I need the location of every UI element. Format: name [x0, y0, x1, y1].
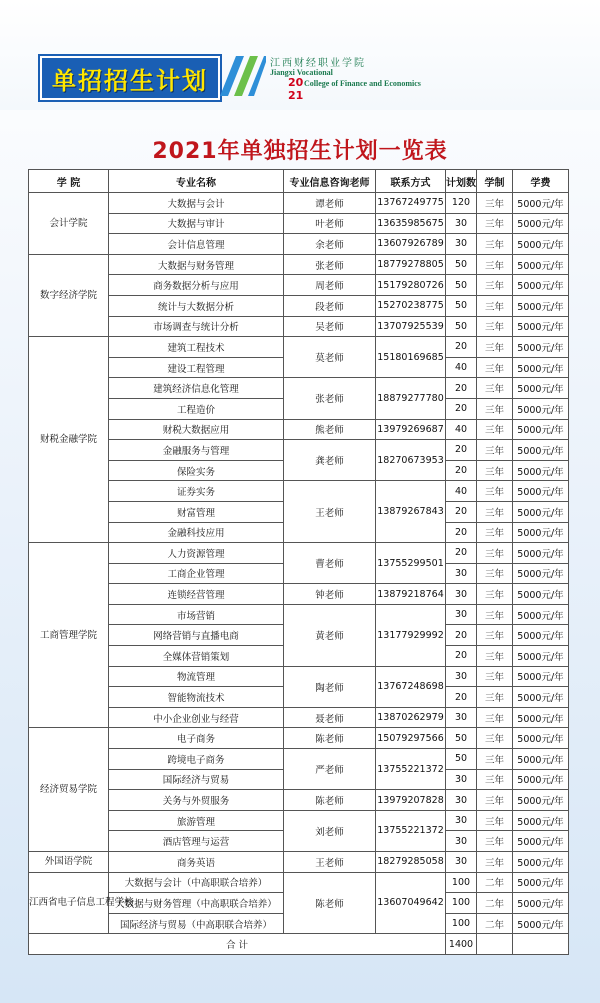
phone-cell: 13870262979: [376, 707, 446, 728]
plan-count-cell: 20: [446, 460, 477, 481]
tuition-cell: 5000元/年: [513, 357, 569, 378]
plan-count-cell: 50: [446, 254, 477, 275]
total-plan: 1400: [446, 934, 477, 955]
plan-count-cell: 50: [446, 728, 477, 749]
major-cell: 商务英语: [109, 852, 284, 873]
year-part-2: 21: [288, 89, 304, 102]
major-cell: 大数据与财务管理: [109, 254, 284, 275]
duration-cell: 三年: [477, 790, 513, 811]
major-cell: 证券实务: [109, 481, 284, 502]
teacher-cell: 王老师: [284, 481, 376, 543]
plan-count-cell: 30: [446, 707, 477, 728]
table-row: [29, 337, 569, 358]
major-cell: 建筑经济信息化管理: [109, 378, 284, 399]
duration-cell: 三年: [477, 522, 513, 543]
duration-cell: 三年: [477, 687, 513, 708]
table-row: [29, 378, 569, 399]
phone-cell: 18279285058: [376, 852, 446, 873]
major-cell: 工商企业管理: [109, 563, 284, 584]
duration-cell: 三年: [477, 234, 513, 255]
plan-count-cell: 20: [446, 440, 477, 461]
phone-cell: 13879267843: [376, 481, 446, 543]
teacher-cell: 曹老师: [284, 543, 376, 584]
phone-cell: 13755299501: [376, 543, 446, 584]
tuition-cell: 5000元/年: [513, 728, 569, 749]
phone-cell: 13607049642: [376, 872, 446, 934]
tuition-cell: 5000元/年: [513, 419, 569, 440]
tuition-cell: 5000元/年: [513, 790, 569, 811]
tuition-cell: 5000元/年: [513, 604, 569, 625]
major-cell: 大数据与财务管理（中高职联合培养）: [109, 893, 284, 914]
phone-cell: 13755221372: [376, 810, 446, 851]
tuition-cell: 5000元/年: [513, 522, 569, 543]
teacher-cell: 黄老师: [284, 604, 376, 666]
table-body: [29, 193, 569, 934]
major-cell: 跨境电子商务: [109, 749, 284, 770]
major-cell: 统计与大数据分析: [109, 295, 284, 316]
duration-cell: 三年: [477, 419, 513, 440]
phone-cell: 13607926789: [376, 234, 446, 255]
tuition-cell: 5000元/年: [513, 460, 569, 481]
col-header: 学费: [513, 170, 569, 193]
plan-count-cell: 50: [446, 295, 477, 316]
duration-cell: 三年: [477, 440, 513, 461]
plan-count-cell: 20: [446, 398, 477, 419]
plan-count-cell: 30: [446, 604, 477, 625]
tuition-cell: 5000元/年: [513, 749, 569, 770]
college-cell: 工商管理学院: [29, 543, 109, 728]
teacher-cell: 陶老师: [284, 666, 376, 707]
phone-cell: 13707925539: [376, 316, 446, 337]
major-cell: 市场营销: [109, 604, 284, 625]
college-name-cn: 江西财经职业学院: [270, 58, 366, 69]
major-cell: 全媒体营销策划: [109, 646, 284, 667]
plan-count-cell: 40: [446, 481, 477, 502]
tuition-cell: 5000元/年: [513, 213, 569, 234]
tuition-cell: 5000元/年: [513, 584, 569, 605]
major-cell: 财税大数据应用: [109, 419, 284, 440]
teacher-cell: 龚老师: [284, 440, 376, 481]
duration-cell: 三年: [477, 563, 513, 584]
phone-cell: 13635985675: [376, 213, 446, 234]
duration-cell: 三年: [477, 254, 513, 275]
college-cell: 外国语学院: [29, 852, 109, 873]
duration-cell: 三年: [477, 213, 513, 234]
major-cell: 国际经济与贸易（中高职联合培养）: [109, 913, 284, 934]
duration-cell: 三年: [477, 275, 513, 296]
tuition-cell: 5000元/年: [513, 275, 569, 296]
duration-cell: 三年: [477, 625, 513, 646]
tuition-cell: 5000元/年: [513, 543, 569, 564]
tuition-cell: 5000元/年: [513, 646, 569, 667]
major-cell: 连锁经营管理: [109, 584, 284, 605]
teacher-cell: 张老师: [284, 378, 376, 419]
plan-count-cell: 50: [446, 275, 477, 296]
teacher-cell: 熊老师: [284, 419, 376, 440]
teacher-cell: 刘老师: [284, 810, 376, 851]
table-row: [29, 543, 569, 564]
table-row: [29, 234, 569, 255]
major-cell: 关务与外贸服务: [109, 790, 284, 811]
tuition-cell: 5000元/年: [513, 666, 569, 687]
phone-cell: 18779278805: [376, 254, 446, 275]
table-row: [29, 728, 569, 749]
duration-cell: 二年: [477, 893, 513, 914]
phone-cell: 15180169685: [376, 337, 446, 378]
phone-cell: 15079297566: [376, 728, 446, 749]
phone-cell: 15179280726: [376, 275, 446, 296]
teacher-cell: 张老师: [284, 254, 376, 275]
plan-count-cell: 100: [446, 913, 477, 934]
table-row: [29, 295, 569, 316]
major-cell: 保险实务: [109, 460, 284, 481]
banner-title: [40, 56, 220, 100]
phone-cell: 18879277780: [376, 378, 446, 419]
duration-cell: 三年: [477, 460, 513, 481]
plan-count-cell: 20: [446, 378, 477, 399]
major-cell: 电子商务: [109, 728, 284, 749]
duration-cell: 三年: [477, 852, 513, 873]
phone-cell: 13979207828: [376, 790, 446, 811]
duration-cell: 三年: [477, 646, 513, 667]
plan-count-cell: 20: [446, 646, 477, 667]
teacher-cell: 王老师: [284, 852, 376, 873]
major-cell: 大数据与会计: [109, 193, 284, 214]
tuition-cell: 5000元/年: [513, 501, 569, 522]
major-cell: 工程造价: [109, 398, 284, 419]
college-cell: 会计学院: [29, 193, 109, 255]
table-row: [29, 481, 569, 502]
tuition-cell: 5000元/年: [513, 337, 569, 358]
total-row: [29, 934, 569, 955]
table-row: [29, 213, 569, 234]
duration-cell: 三年: [477, 728, 513, 749]
plan-count-cell: 30: [446, 810, 477, 831]
tuition-cell: 5000元/年: [513, 810, 569, 831]
plan-count-cell: 30: [446, 831, 477, 852]
college-name-en-1: Jiangxi Vocational: [270, 68, 333, 77]
table-row: [29, 810, 569, 831]
duration-cell: 三年: [477, 378, 513, 399]
teacher-cell: 陈老师: [284, 790, 376, 811]
teacher-cell: 聂老师: [284, 707, 376, 728]
tuition-cell: 5000元/年: [513, 193, 569, 214]
major-cell: 建筑工程技术: [109, 337, 284, 358]
teacher-cell: 谭老师: [284, 193, 376, 214]
table-row: [29, 584, 569, 605]
duration-cell: 三年: [477, 398, 513, 419]
col-header: 学 院: [29, 170, 109, 193]
teacher-cell: 叶老师: [284, 213, 376, 234]
plan-count-cell: 20: [446, 625, 477, 646]
college-cell: 数字经济学院: [29, 254, 109, 336]
major-cell: 会计信息管理: [109, 234, 284, 255]
table-row: [29, 419, 569, 440]
teacher-cell: 严老师: [284, 749, 376, 790]
major-cell: 酒店管理与运营: [109, 831, 284, 852]
major-cell: 网络营销与直播电商: [109, 625, 284, 646]
college-name-en-2: College of Finance and Economics: [304, 79, 421, 88]
total-empty: [477, 934, 513, 955]
table-row: [29, 604, 569, 625]
duration-cell: 三年: [477, 316, 513, 337]
table-row: [29, 193, 569, 214]
plan-count-cell: 30: [446, 584, 477, 605]
teacher-cell: 陈老师: [284, 728, 376, 749]
major-cell: 中小企业创业与经营: [109, 707, 284, 728]
tuition-cell: 5000元/年: [513, 893, 569, 914]
duration-cell: 三年: [477, 357, 513, 378]
table-row: [29, 790, 569, 811]
tuition-cell: 5000元/年: [513, 687, 569, 708]
enrollment-plan-table: [28, 169, 569, 955]
major-cell: 智能物流技术: [109, 687, 284, 708]
major-cell: 旅游管理: [109, 810, 284, 831]
table-row: [29, 707, 569, 728]
col-header: 专业信息咨询老师: [284, 170, 376, 193]
tuition-cell: 5000元/年: [513, 378, 569, 399]
phone-cell: 18270673953: [376, 440, 446, 481]
table-row: [29, 749, 569, 770]
duration-cell: 三年: [477, 749, 513, 770]
table-row: [29, 852, 569, 873]
plan-count-cell: 30: [446, 769, 477, 790]
major-cell: 建设工程管理: [109, 357, 284, 378]
col-header: 联系方式: [376, 170, 446, 193]
duration-cell: 二年: [477, 872, 513, 893]
banner-text: 单招招生计划: [52, 66, 208, 95]
teacher-cell: 吴老师: [284, 316, 376, 337]
duration-cell: 三年: [477, 707, 513, 728]
tuition-cell: 5000元/年: [513, 563, 569, 584]
duration-cell: 三年: [477, 584, 513, 605]
duration-cell: 三年: [477, 337, 513, 358]
phone-cell: 13767248698: [376, 666, 446, 707]
tuition-cell: 5000元/年: [513, 913, 569, 934]
tuition-cell: 5000元/年: [513, 234, 569, 255]
teacher-cell: 段老师: [284, 295, 376, 316]
table-header-row: [29, 170, 569, 193]
duration-cell: 三年: [477, 543, 513, 564]
duration-cell: 三年: [477, 810, 513, 831]
duration-cell: 三年: [477, 831, 513, 852]
plan-count-cell: 20: [446, 522, 477, 543]
duration-cell: 三年: [477, 501, 513, 522]
college-cell: 财税金融学院: [29, 337, 109, 543]
phone-cell: 13879218764: [376, 584, 446, 605]
table-row: [29, 275, 569, 296]
plan-count-cell: 120: [446, 193, 477, 214]
tuition-cell: 5000元/年: [513, 481, 569, 502]
major-cell: 商务数据分析与应用: [109, 275, 284, 296]
plan-count-cell: 40: [446, 419, 477, 440]
duration-cell: 三年: [477, 666, 513, 687]
phone-cell: 15270238775: [376, 295, 446, 316]
table-row: [29, 666, 569, 687]
duration-cell: 三年: [477, 604, 513, 625]
plan-count-cell: 20: [446, 543, 477, 564]
phone-cell: 13767249775: [376, 193, 446, 214]
teacher-cell: 余老师: [284, 234, 376, 255]
teacher-cell: 陈老师: [284, 872, 376, 934]
major-cell: 金融服务与管理: [109, 440, 284, 461]
plan-count-cell: 50: [446, 749, 477, 770]
major-cell: 金融科技应用: [109, 522, 284, 543]
year-part-1: 20: [288, 76, 304, 89]
col-header: 学制: [477, 170, 513, 193]
college-logo: [270, 54, 470, 106]
tuition-cell: 5000元/年: [513, 769, 569, 790]
table-row: [29, 872, 569, 893]
table-row: [29, 440, 569, 461]
major-cell: 大数据与会计（中高职联合培养）: [109, 872, 284, 893]
college-cell: 江西省电子信息工程学校: [29, 872, 109, 934]
teacher-cell: 莫老师: [284, 337, 376, 378]
phone-cell: 13177929992: [376, 604, 446, 666]
major-cell: 财富管理: [109, 501, 284, 522]
plan-count-cell: 30: [446, 234, 477, 255]
plan-count-cell: 40: [446, 357, 477, 378]
college-cell: 经济贸易学院: [29, 728, 109, 852]
plan-count-cell: 20: [446, 687, 477, 708]
col-header: 计划数: [446, 170, 477, 193]
table-row: [29, 316, 569, 337]
tuition-cell: 5000元/年: [513, 707, 569, 728]
plan-count-cell: 30: [446, 852, 477, 873]
tuition-cell: 5000元/年: [513, 440, 569, 461]
plan-count-cell: 100: [446, 872, 477, 893]
col-header: 专业名称: [109, 170, 284, 193]
duration-cell: 三年: [477, 481, 513, 502]
plan-count-cell: 30: [446, 213, 477, 234]
total-empty: [513, 934, 569, 955]
tuition-cell: 5000元/年: [513, 872, 569, 893]
phone-cell: 13979269687: [376, 419, 446, 440]
phone-cell: 13755221372: [376, 749, 446, 790]
tuition-cell: 5000元/年: [513, 625, 569, 646]
plan-count-cell: 100: [446, 893, 477, 914]
table-row: [29, 254, 569, 275]
tuition-cell: 5000元/年: [513, 254, 569, 275]
duration-cell: 三年: [477, 193, 513, 214]
tuition-cell: 5000元/年: [513, 316, 569, 337]
plan-count-cell: 20: [446, 337, 477, 358]
duration-cell: 三年: [477, 295, 513, 316]
major-cell: 物流管理: [109, 666, 284, 687]
plan-count-cell: 30: [446, 563, 477, 584]
major-cell: 人力资源管理: [109, 543, 284, 564]
teacher-cell: 周老师: [284, 275, 376, 296]
plan-count-cell: 30: [446, 666, 477, 687]
teacher-cell: 钟老师: [284, 584, 376, 605]
major-cell: 国际经济与贸易: [109, 769, 284, 790]
major-cell: 市场调查与统计分析: [109, 316, 284, 337]
plan-count-cell: 30: [446, 790, 477, 811]
total-label: 合 计: [29, 934, 446, 955]
tuition-cell: 5000元/年: [513, 852, 569, 873]
duration-cell: 三年: [477, 769, 513, 790]
major-cell: 大数据与审计: [109, 213, 284, 234]
tuition-cell: 5000元/年: [513, 398, 569, 419]
page-title: 2021年单独招生计划一览表: [152, 139, 448, 164]
tuition-cell: 5000元/年: [513, 295, 569, 316]
duration-cell: 二年: [477, 913, 513, 934]
tuition-cell: 5000元/年: [513, 831, 569, 852]
plan-count-cell: 50: [446, 316, 477, 337]
plan-count-cell: 20: [446, 501, 477, 522]
banner-stripes-icon: [214, 54, 266, 98]
